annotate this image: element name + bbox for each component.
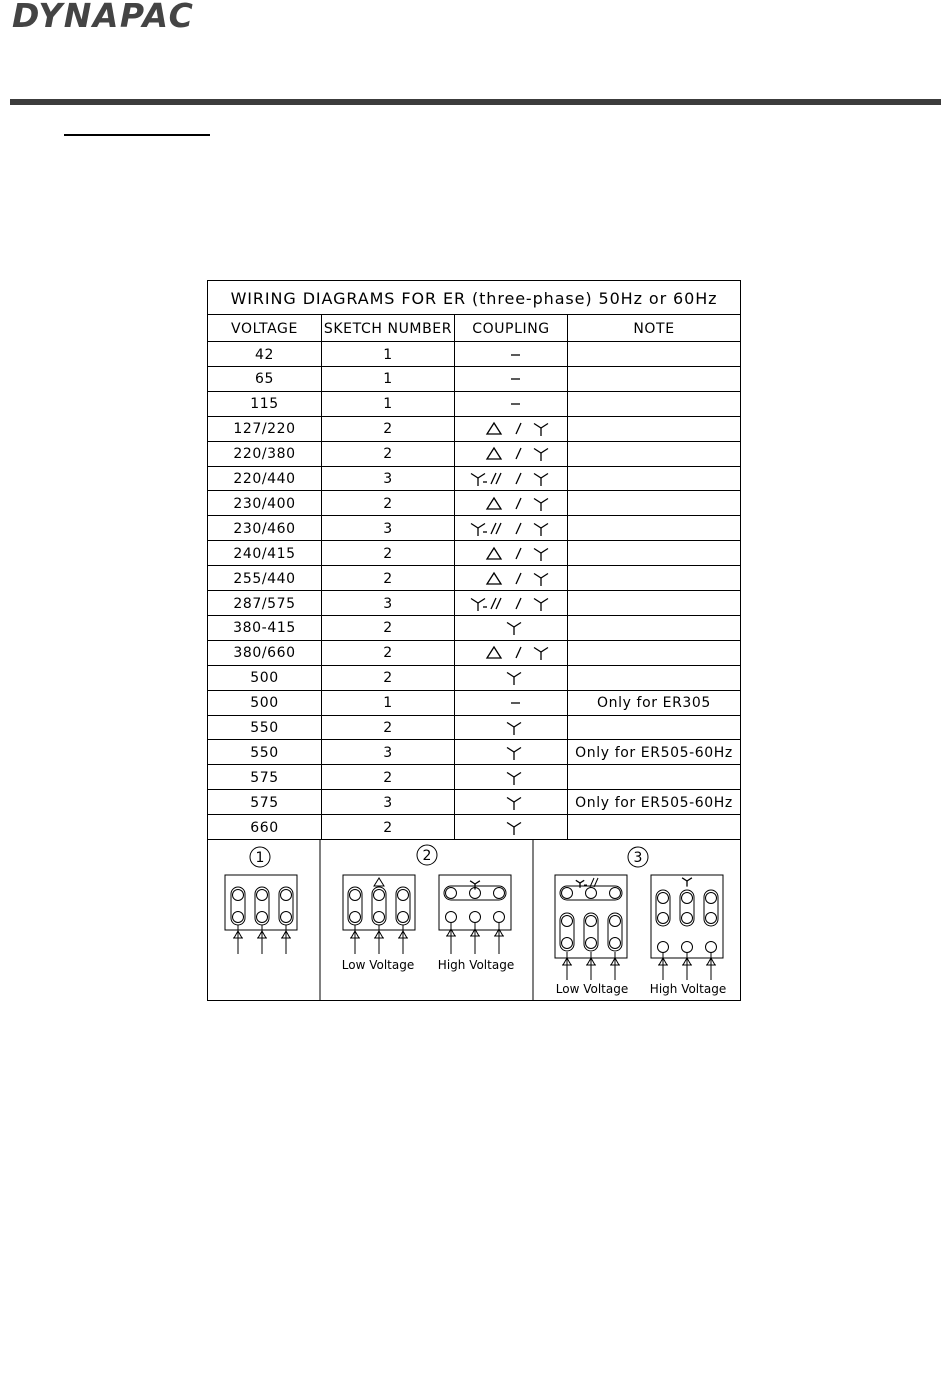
table-row (208, 566, 740, 591)
sketch-1 (225, 847, 297, 954)
voltage-cell: 42 (254, 346, 274, 363)
note-cell: Only for ER305 (597, 695, 711, 712)
note-cell (568, 342, 740, 367)
voltage-cell: 550 (250, 744, 279, 761)
coupling-star-parallel-star-icon (461, 468, 561, 490)
table-row (208, 367, 740, 392)
sketch-number-cell: 2 (383, 645, 393, 662)
voltage-cell: 287/575 (233, 595, 296, 612)
note-cell (568, 392, 740, 417)
coupling-cell (455, 666, 567, 691)
voltage-cell: 500 (250, 695, 279, 712)
table-row (208, 417, 740, 442)
coupling-star-icon (461, 742, 561, 764)
note-cell (568, 417, 740, 442)
coupling-cell (455, 342, 567, 367)
note-cell: Only for ER505-60Hz (575, 794, 733, 811)
note-cell (568, 491, 740, 516)
coupling-cell (455, 417, 567, 442)
table-row (208, 765, 740, 790)
table-row (208, 666, 740, 691)
voltage-cell: 230/460 (233, 520, 296, 537)
note-cell (568, 541, 740, 566)
coupling-dash-icon (461, 368, 561, 390)
table-row (208, 641, 740, 666)
sketch-number-cell: 2 (383, 495, 393, 512)
coupling-delta-star-icon (461, 543, 561, 565)
note-cell (568, 616, 740, 641)
wiring-table (207, 280, 741, 1001)
voltage-cell: 380/660 (233, 645, 296, 662)
coupling-cell (455, 815, 567, 840)
note-cell (568, 591, 740, 616)
coupling-star-parallel-star-icon (461, 593, 561, 615)
sketch-3-high-voltage-label: High Voltage (649, 982, 727, 996)
sketch-2-low-voltage-label: Low Voltage (341, 958, 415, 972)
table-row (208, 591, 740, 616)
voltage-cell: 220/440 (233, 471, 296, 487)
table-title: WIRING DIAGRAMS FOR ER (three-phase) 50Hz or 60Hz (230, 288, 718, 308)
coupling-star-icon (461, 717, 561, 739)
table-row (208, 790, 740, 815)
sketch-number-cell: 2 (383, 819, 393, 836)
coupling-dash-icon (461, 692, 561, 714)
voltage-cell: 575 (250, 794, 279, 811)
sketch-number-cell: 1 (383, 695, 393, 712)
voltage-cell: 500 (250, 670, 279, 687)
coupling-star-icon (461, 817, 561, 839)
sketch-3 (555, 847, 726, 996)
coupling-star-parallel-star-icon (461, 518, 561, 540)
header-rule (10, 99, 941, 105)
sketch-number-cell: 2 (383, 720, 393, 736)
coupling-cell (455, 616, 567, 641)
table-row (208, 740, 740, 765)
voltage-cell: 255/440 (233, 570, 296, 587)
note-cell (568, 442, 740, 467)
sketch-panel (208, 840, 740, 1000)
voltage-cell: 230/400 (233, 495, 296, 512)
voltage-cell: 115 (250, 396, 279, 413)
sketch-number-cell: 2 (383, 421, 393, 438)
coupling-cell (455, 442, 567, 467)
note-cell (568, 467, 740, 492)
dynapac-logo (12, 0, 302, 36)
voltage-cell: 65 (254, 371, 274, 388)
coupling-delta-star-icon (461, 642, 561, 664)
coupling-delta-star-icon (461, 568, 561, 590)
sketch-2-high-voltage-label: High Voltage (437, 958, 515, 972)
sketch-number-cell: 3 (383, 744, 393, 761)
coupling-cell (455, 566, 567, 591)
note-cell (568, 641, 740, 666)
sketch-number-cell: 1 (383, 396, 393, 413)
sketch-number-cell: 2 (383, 446, 393, 463)
coupling-cell (455, 790, 567, 815)
coupling-cell (455, 641, 567, 666)
coupling-cell (455, 716, 567, 741)
coupling-delta-star-icon (461, 443, 561, 465)
note-cell (568, 765, 740, 790)
note-cell (568, 566, 740, 591)
coupling-delta-star-icon (461, 418, 561, 440)
note-cell (568, 367, 740, 392)
voltage-cell: 220/380 (233, 446, 296, 463)
sketch-number-cell: 3 (383, 595, 393, 612)
voltage-cell: 240/415 (233, 545, 296, 562)
note-cell (568, 666, 740, 691)
header-note: NOTE (633, 320, 675, 337)
table-row (208, 342, 740, 367)
logo-text: DYNAPAC (12, 0, 195, 35)
table-row (208, 716, 740, 741)
coupling-cell (455, 392, 567, 417)
sketch-2 (342, 845, 514, 972)
coupling-cell (455, 765, 567, 790)
table-row (208, 467, 740, 492)
voltage-cell: 380-415 (233, 620, 296, 637)
sketch-number-cell: 2 (383, 670, 393, 687)
section-underline (64, 134, 210, 136)
sketch-2-number: 2 (422, 848, 432, 864)
coupling-star-icon (461, 667, 561, 689)
coupling-star-icon (461, 767, 561, 789)
sketch-3-low-voltage-label: Low Voltage (555, 982, 629, 996)
table-row (208, 541, 740, 566)
sketch-number-cell: 2 (383, 620, 393, 637)
sketch-number-cell: 2 (383, 545, 393, 562)
table-row (208, 691, 740, 716)
note-cell (568, 716, 740, 741)
header-sketch-number: SKETCH NUMBER (323, 320, 453, 337)
coupling-delta-star-icon (461, 493, 561, 515)
coupling-cell (455, 541, 567, 566)
sketch-number-cell: 2 (383, 769, 393, 786)
table-row (208, 815, 740, 840)
note-cell: Only for ER505-60Hz (575, 744, 733, 761)
sketch-number-cell: 1 (383, 371, 393, 388)
coupling-cell (455, 691, 567, 716)
voltage-cell: 127/220 (233, 421, 296, 438)
table-row (208, 392, 740, 417)
table-row (208, 491, 740, 516)
coupling-cell (455, 740, 567, 765)
sketch-number-cell: 1 (383, 346, 393, 363)
table-row (208, 442, 740, 467)
sketch-3-number: 3 (633, 850, 643, 866)
coupling-star-icon (461, 792, 561, 814)
header-voltage: VOLTAGE (231, 320, 298, 337)
coupling-cell (455, 491, 567, 516)
sketch-1-number: 1 (255, 850, 265, 866)
coupling-cell (455, 467, 567, 492)
note-cell (568, 516, 740, 541)
voltage-cell: 660 (250, 819, 279, 836)
voltage-cell: 575 (250, 769, 279, 786)
header-coupling: COUPLING (472, 320, 550, 337)
voltage-cell: 550 (250, 720, 279, 736)
coupling-star-icon (461, 617, 561, 639)
table-header-row (208, 315, 740, 342)
coupling-cell (455, 516, 567, 541)
coupling-cell (455, 367, 567, 392)
sketch-number-cell: 3 (383, 471, 393, 487)
table-row (208, 616, 740, 641)
note-cell (568, 815, 740, 840)
coupling-dash-icon (461, 393, 561, 415)
sketch-number-cell: 2 (383, 570, 393, 587)
sketch-number-cell: 3 (383, 520, 393, 537)
coupling-dash-icon (461, 344, 561, 366)
table-row (208, 516, 740, 541)
coupling-cell (455, 591, 567, 616)
sketch-number-cell: 3 (383, 794, 393, 811)
